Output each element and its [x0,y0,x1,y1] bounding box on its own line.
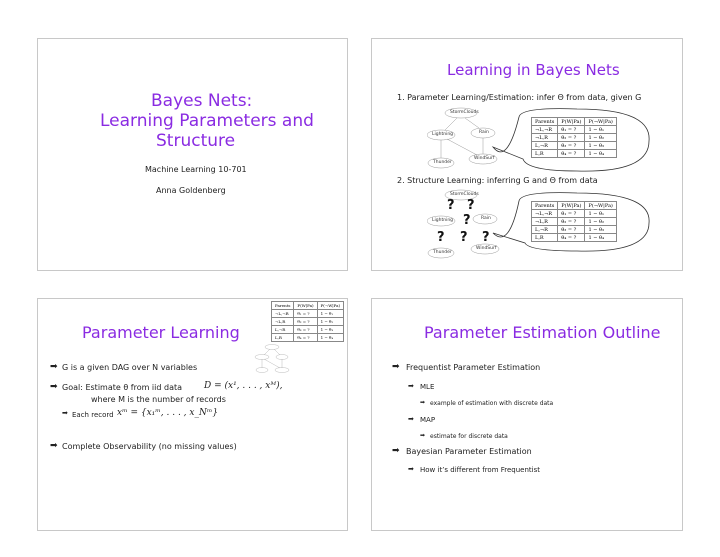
label-lightning: Lightning [432,132,454,137]
label-windsurf-2: WindSurf [476,246,497,251]
label-lightning-2: Lightning [432,218,454,223]
slide3-title: Parameter Learning [82,323,240,342]
slide1-title-line1: Bayes Nets: [151,91,253,111]
slide4-b2: Bayesian Parameter Estimation [406,447,532,456]
slide2-item2: 2. Structure Learning: inferring G and Θ from data [397,176,598,185]
question-mark-1: ? [447,198,455,213]
slide3-b2-math: D = (x¹, . . . , xᴹ), [204,381,283,391]
slide-1 [37,38,348,271]
slide3-b3-math: xᵐ = {x₁ᵐ, . . . , x_Nᵐ} [117,408,219,418]
cpt-table-2: Parents P(W|Pa) P(¬W|Pa) ¬L,¬R θ₁ = ? 1 − θ₁ ¬L,R θ₂ = ? 1 − θ₂ L,¬R θ₃ = ? 1 − θ₃ L,R θ₄ = ? 1 − θ₄ [531,201,617,242]
slide4-b1a: MLE [420,383,435,391]
slide4-b1a1: example of estimation with discrete data [430,400,554,407]
question-mark-5: ? [460,230,468,245]
question-mark-2: ? [467,198,475,213]
slide1-course: Machine Learning 10-701 [145,165,247,174]
slide2-item1: 1. Parameter Learning/Estimation: infer Θ from data, given G [397,93,642,102]
slide4-b2a: How it’s different from Frequentist [420,466,541,474]
slide-4 [371,298,683,531]
slide4-title: Parameter Estimation Outline [424,323,661,342]
slide2-title: Learning in Bayes Nets [447,61,620,79]
sub-bullet-arrow-icon: ➡ [408,465,414,473]
bullet-arrow-icon: ➡ [50,362,58,372]
question-mark-3: ? [463,213,471,228]
bullet-arrow-icon: ➡ [50,382,58,392]
slide3-b3-pre: Each record [72,411,114,419]
label-stormclouds: StormClouds [450,110,479,115]
bn-diagram-1 [427,107,657,175]
label-thunder: Thunder [433,160,452,165]
slide3-b4: Complete Observability (no missing values) [62,442,237,451]
question-mark-6: ? [482,230,490,245]
label-thunder-2: Thunder [433,250,452,255]
cpt-table-1: Parents P(W|Pa) P(¬W|Pa) ¬L,¬R θ₁ = ? 1 − θ₁ ¬L,R θ₂ = ? 1 − θ₂ L,¬R θ₃ = ? 1 − θ₃ L,R θ₄ = ? 1 − θ₄ [531,117,617,158]
sub-sub-bullet-arrow-icon: ➡ [420,399,426,406]
cpt-table-3: Parents P(W|Pa) P(¬W|Pa) ¬L,¬R θ₁ = ? 1 − θ₁ ¬L,R θ₂ = ? 1 − θ₂ L,¬R θ₃ = ? 1 − θ₃ L,R θ₄ = ? 1 − θ₄ [271,301,344,342]
bn-diagram-small [250,344,300,376]
slide1-title-line2: Learning Parameters and [100,111,314,131]
slide1-author: Anna Goldenberg [156,186,226,195]
slide4-b1: Frequentist Parameter Estimation [406,363,541,372]
slide3-b1: G is a given DAG over N variables [62,363,198,372]
slide3-b2-post: where M is the number of records [91,395,226,404]
slide1-title-line3: Structure [156,131,236,151]
label-windsurf: WindSurf [474,156,495,161]
slide4-b1b1: estimate for discrete data [430,433,508,440]
sub-bullet-arrow-icon: ➡ [62,409,68,417]
slide3-b2-pre: Goal: Estimate θ from iid data [62,383,183,392]
sub-bullet-arrow-icon: ➡ [408,382,414,390]
bullet-arrow-icon: ➡ [392,362,400,372]
label-rain-2: Rain [481,216,491,221]
sub-bullet-arrow-icon: ➡ [408,415,414,423]
sub-sub-bullet-arrow-icon: ➡ [420,432,426,439]
slide-2 [371,38,683,271]
question-mark-4: ? [437,230,445,245]
label-rain: Rain [479,130,489,135]
bn-diagram-2 [427,189,657,264]
bullet-arrow-icon: ➡ [50,441,58,451]
bullet-arrow-icon: ➡ [392,446,400,456]
label-stormclouds-2: StormClouds [450,192,479,197]
slide-3 [37,298,348,531]
slide4-b1b: MAP [420,416,436,424]
